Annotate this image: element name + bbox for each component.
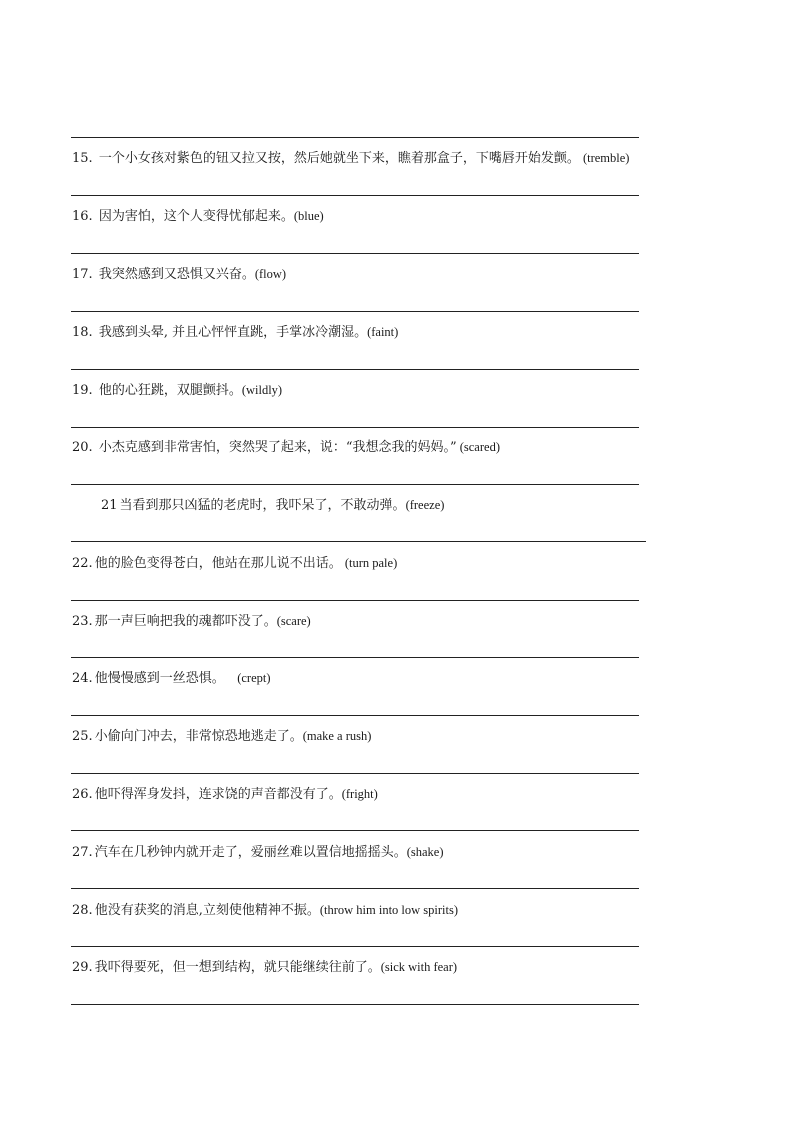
item-number: 19. [72, 383, 97, 398]
item-hint: (crept) [224, 671, 271, 685]
answer-line [71, 484, 639, 485]
item-text: 那一声巨响把我的魂都吓没了。 [94, 614, 277, 629]
item-number: 28. [72, 903, 93, 918]
exercise-25 [72, 728, 371, 745]
item-number: 21 [101, 498, 118, 513]
item-text: 汽车在几秒钟内就开走了，爱丽丝难以置信地摇摇头。 [94, 845, 407, 860]
exercise-24 [72, 670, 271, 687]
item-text: 我感到头晕, 并且心怦怦直跳，手掌冰冷潮湿。 [98, 325, 368, 340]
item-text: 一个小女孩对紫色的钮又拉又按，然后她就坐下来，瞧着那盒子，下嘴唇开始发颤。 [98, 151, 580, 166]
item-hint: (fright) [341, 787, 378, 801]
item-text: 我吓得要死，但一想到结构，就只能继续往前了。 [94, 960, 381, 975]
exercise-20 [72, 439, 500, 456]
item-hint: (flow) [254, 267, 287, 281]
exercise-23 [72, 613, 311, 630]
item-hint: (throw him into low spirits) [319, 903, 459, 917]
item-number: 23. [72, 614, 93, 629]
answer-line [71, 1004, 639, 1005]
item-number: 15. [72, 151, 97, 166]
exercise-17 [72, 266, 286, 283]
exercise-21 [101, 497, 444, 514]
answer-line [71, 657, 639, 658]
item-number: 16. [72, 209, 97, 224]
item-number: 25. [72, 729, 93, 744]
answer-line [71, 773, 639, 774]
item-number: 26. [72, 787, 93, 802]
exercise-27 [72, 844, 444, 861]
exercise-22 [72, 555, 397, 572]
answer-line [71, 311, 639, 312]
item-text: 他吓得浑身发抖，连求饶的声音都没有了。 [94, 787, 342, 802]
item-text: 他没有获奖的消息,立刻使他精神不振。 [94, 903, 320, 918]
answer-line [71, 253, 639, 254]
item-hint: (tremble) [579, 151, 630, 165]
item-hint: (faint) [367, 325, 399, 339]
exercise-19 [72, 382, 282, 399]
exercise-28 [72, 902, 458, 919]
item-hint: (scared) [456, 440, 500, 454]
item-number: 27. [72, 845, 93, 860]
answer-line [71, 369, 639, 370]
item-text: 他慢慢感到一丝恐惧。 [94, 671, 225, 686]
item-text: 他的心狂跳，双腿颤抖。 [98, 383, 242, 398]
answer-line [71, 137, 639, 138]
answer-line [71, 195, 639, 196]
item-hint: (shake) [406, 845, 444, 859]
answer-line [71, 600, 639, 601]
exercise-26 [72, 786, 378, 803]
item-text: 当看到那只凶猛的老虎时，我吓呆了，不敢动弹。 [119, 498, 406, 513]
item-hint: (turn pale) [341, 556, 398, 570]
item-number: 18. [72, 325, 97, 340]
item-text: 小杰克感到非常害怕，突然哭了起来，说：“我想念我的妈妈。” [98, 440, 457, 455]
item-text: 因为害怕，这个人变得忧郁起来。 [98, 209, 294, 224]
item-number: 17. [72, 267, 97, 282]
item-hint: (blue) [293, 209, 324, 223]
item-text: 我突然感到又恐惧又兴奋。 [98, 267, 255, 282]
item-hint: (sick with fear) [380, 960, 458, 974]
answer-line [71, 888, 639, 889]
item-text: 他的脸色变得苍白，他站在那儿说不出话。 [94, 556, 342, 571]
answer-line [71, 427, 639, 428]
item-text: 小偷向门冲去，非常惊恐地逃走了。 [94, 729, 303, 744]
answer-line [71, 715, 639, 716]
item-number: 29. [72, 960, 93, 975]
answer-line [71, 541, 646, 542]
exercise-29 [72, 959, 457, 976]
item-hint: (make a rush) [302, 729, 372, 743]
answer-line [71, 946, 639, 947]
exercise-15 [72, 150, 629, 167]
item-number: 20. [72, 440, 97, 455]
item-hint: (wildly) [241, 383, 283, 397]
answer-line [71, 830, 639, 831]
exercise-18 [72, 324, 398, 341]
item-number: 24. [72, 671, 93, 686]
item-hint: (freeze) [405, 498, 445, 512]
item-number: 22. [72, 556, 93, 571]
item-hint: (scare) [276, 614, 311, 628]
exercise-16 [72, 208, 324, 225]
